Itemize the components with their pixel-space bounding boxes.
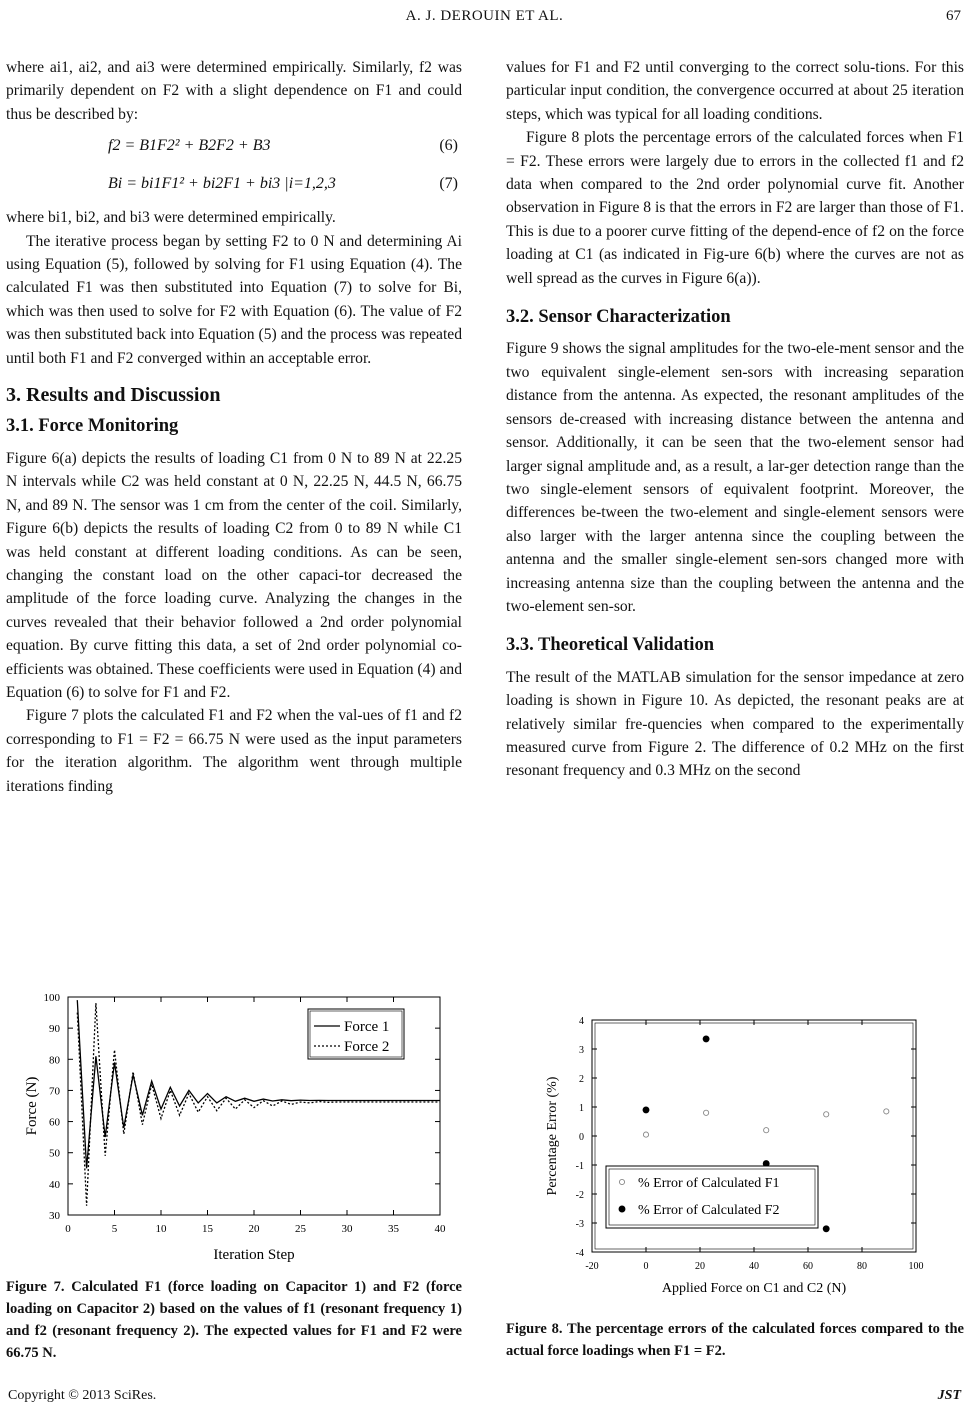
y-axis-label: Force (N) xyxy=(24,1076,40,1136)
subsection-heading-3-2: 3.2. Sensor Characterization xyxy=(506,307,731,328)
equation-6 xyxy=(6,126,462,164)
data-point-series-2 xyxy=(823,1226,829,1232)
x-tick-label: 25 xyxy=(295,1223,306,1235)
y-tick-label: 50 xyxy=(49,1147,60,1160)
y-tick-label: 30 xyxy=(49,1210,60,1222)
x-tick-label: 35 xyxy=(388,1223,399,1235)
figure-7-caption: Figure 7. Calculated F1 (force loading on Capacitor 1) and F2 (force loading on Capacitor 2) based on the values of f1 (resonant frequency 1) and f2 (resonant frequency 2). The expected values for F1 and F2 were 66.75 N. xyxy=(6,1279,462,1361)
x-tick-label: 20 xyxy=(695,1261,705,1272)
page-footer xyxy=(8,1388,961,1408)
y-tick-label: 100 xyxy=(43,992,60,1004)
y-tick-label: 1 xyxy=(579,1103,584,1114)
data-point-series-2 xyxy=(703,1036,709,1042)
left-paragraph-3: The iterative process began by setting F2 to 0 N and determining Ai using Equation (5), followed by solving for F1 using Equation (4). The calculated F1 was then substituted into Equation (7) to solve for Bi, which was then used to solve for F2 with Equation (6). The value of F2 was then substituted back into Equation (5) and the process was repeated until both F1 and F2 converged within an acceptable error. xyxy=(6,232,462,367)
legend-marker-1 xyxy=(619,1179,624,1184)
left-paragraph-2: where bi1, bi2, and bi3 were determined empirically. xyxy=(6,209,336,227)
y-axis-label: Percentage Error (%) xyxy=(545,1076,560,1196)
x-tick-label: 60 xyxy=(803,1261,813,1272)
y-tick-label: 90 xyxy=(49,1023,60,1036)
x-tick-label: 30 xyxy=(341,1223,353,1235)
legend-label-2: % Error of Calculated F2 xyxy=(638,1203,780,1218)
x-tick-label: 20 xyxy=(248,1223,260,1235)
x-tick-label: 100 xyxy=(908,1261,924,1272)
y-tick-label: 4 xyxy=(579,1016,584,1027)
right-paragraph-2: Figure 8 plots the percentage errors of the calculated forces when F1 = F2. These errors were largely due to errors in the collected f1 and f2 data when compared to the 2nd order polynomial curve fit. Another observation in Figure 8 is that the errors in F2 are larger than those of F1. This is due to a poorer curve fitting of the depend-ence of f2 on the force loading at C1 (as indicated in Fig-ure 6(b) where the curves are not as well spread as the curves in Figure 6(a)). xyxy=(506,129,964,287)
right-paragraph-4: The result of the MATLAB simulation for the sensor impedance at zero loading is shown in Figure 10. As depicted, the resonant peaks are at relatively similar fre-quencies when compared to the experimentally measured curve from Figure 2. The difference of 0.2 MHz on the first resonant frequency and 0.3 MHz on the second xyxy=(506,668,964,780)
y-tick-label: 40 xyxy=(49,1178,60,1191)
equation-7-number: (7) xyxy=(439,175,458,193)
figure-8-chart xyxy=(540,1010,935,1315)
x-tick-label: 5 xyxy=(111,1223,118,1235)
y-tick-label: -3 xyxy=(575,1219,584,1230)
running-title: A. J. DEROUIN ET AL. xyxy=(405,8,564,24)
right-paragraph-1: values for F1 and F2 until converging to the correct solu-tions. For this particular input condition, the convergence occurred at about 25 iteration steps, which was typical for all loading conditions. xyxy=(506,59,964,123)
right-paragraph-3: Figure 9 shows the signal amplitudes for the two-ele-ment sensor and the two equivalent single-element sen-sors with increasing separation distance from the antenna. As expected, the resonant amplitudes of the sensors de-creased with increasing distance between the antenna and sensor. Additionally, it can be seen that the two-element sensor had larger signal amplitude and, as a result, a lar-ger detection range than the two single-element sensors of equivalent footprint. Moreover, the differences be-tween the two-element and single-element sensors were also larger with the larger antenna since the coupling between the antenna and the smaller single-element sen-sors changed more with increasing antenna size than the coupling between the antenna and the two-element sen-sor. xyxy=(506,340,964,615)
figure-7-chart xyxy=(20,985,450,1267)
y-tick-label: -1 xyxy=(575,1161,584,1172)
left-paragraph-5: Figure 7 plots the calculated F1 and F2 when the val-ues of f1 and f2 corresponding to F1 = F2 = 66.75 N were used as the input parameters for the iteration algorithm. The algorithm went through multiple iterations finding xyxy=(6,707,462,795)
legend-label-1: Force 1 xyxy=(344,1019,390,1035)
x-tick-label: -20 xyxy=(585,1261,599,1272)
page-header xyxy=(0,6,969,30)
figure-8-caption: Figure 8. The percentage errors of the calculated forces compared to the actual force loadings when F1 = F2. xyxy=(506,1321,964,1359)
data-point-series-1 xyxy=(824,1112,829,1117)
x-tick-label: 0 xyxy=(65,1223,71,1235)
data-point-series-1 xyxy=(884,1109,889,1114)
equation-6-body: f2 = B1F2² + B2F2 + B3 xyxy=(108,137,271,155)
legend-label-2: Force 2 xyxy=(344,1039,390,1055)
data-point-series-1 xyxy=(643,1132,648,1137)
data-point-series-1 xyxy=(704,1110,709,1115)
x-tick-label: 40 xyxy=(749,1261,759,1272)
y-tick-label: 70 xyxy=(49,1085,60,1098)
y-tick-label: -4 xyxy=(575,1248,584,1259)
left-paragraph-4: Figure 6(a) depicts the results of loading C1 from 0 N to 89 N at 22.25 N intervals while C2 was held constant at 0 N, 22.25 N, 44.5 N, 66.75 N, and 89 N. The sensor was 1 cm from the center of the coil. Similarly, Figure 6(b) depicts the results of loading C2 from 0 to 89 N while C1 was held constant at different loading conditions. As can be seen, changing the constant load on the other capaci-tor decreased the amplitude of the force loading curve. Analyzing the changes in the curves revealed that their behavior followed a 2nd order polynomial equation. By curve fitting this data, a set of 2nd order polynomial co-efficients was obtained. These coefficients were used in Equation (4) and Equation (6) to solve for F1 and F2. xyxy=(6,449,462,701)
y-tick-label: -2 xyxy=(575,1190,584,1201)
copyright-notice: Copyright © 2013 SciRes. xyxy=(8,1388,157,1403)
legend-marker-2 xyxy=(619,1206,625,1212)
page-number: 67 xyxy=(946,8,961,24)
y-tick-label: 60 xyxy=(49,1116,60,1129)
subsection-heading-3-1: 3.1. Force Monitoring xyxy=(6,416,179,437)
left-paragraph-1: where ai1, ai2, and ai3 were determined empirically. Similarly, f2 was primarily dependent on F2 with a slight dependence on F1 and could thus be described by: xyxy=(6,59,462,123)
left-column xyxy=(6,56,462,798)
x-axis-label: Applied Force on C1 and C2 (N) xyxy=(661,1281,847,1296)
legend-label-1: % Error of Calculated F1 xyxy=(638,1176,780,1191)
subsection-heading-3-3: 3.3. Theoretical Validation xyxy=(506,635,714,656)
section-heading-3: 3. Results and Discussion xyxy=(6,384,221,407)
y-tick-label: 0 xyxy=(579,1132,584,1143)
x-tick-label: 15 xyxy=(202,1223,213,1235)
x-tick-label: 80 xyxy=(857,1261,867,1272)
journal-abbrev: JST xyxy=(937,1388,961,1403)
y-tick-label: 2 xyxy=(579,1074,584,1085)
data-point-series-2 xyxy=(643,1107,649,1113)
equation-7 xyxy=(6,164,462,202)
y-tick-label: 80 xyxy=(49,1054,60,1067)
x-tick-label: 40 xyxy=(434,1223,446,1235)
right-column xyxy=(506,56,964,783)
data-point-series-1 xyxy=(764,1128,769,1133)
x-tick-label: 0 xyxy=(643,1261,649,1272)
equation-6-number: (6) xyxy=(439,137,458,155)
y-tick-label: 3 xyxy=(579,1045,584,1056)
equation-7-body: Bi = bi1F1² + bi2F1 + bi3 |i=1,2,3 xyxy=(108,175,336,193)
x-tick-label: 10 xyxy=(155,1223,167,1235)
x-axis-label: Iteration Step xyxy=(213,1247,295,1263)
